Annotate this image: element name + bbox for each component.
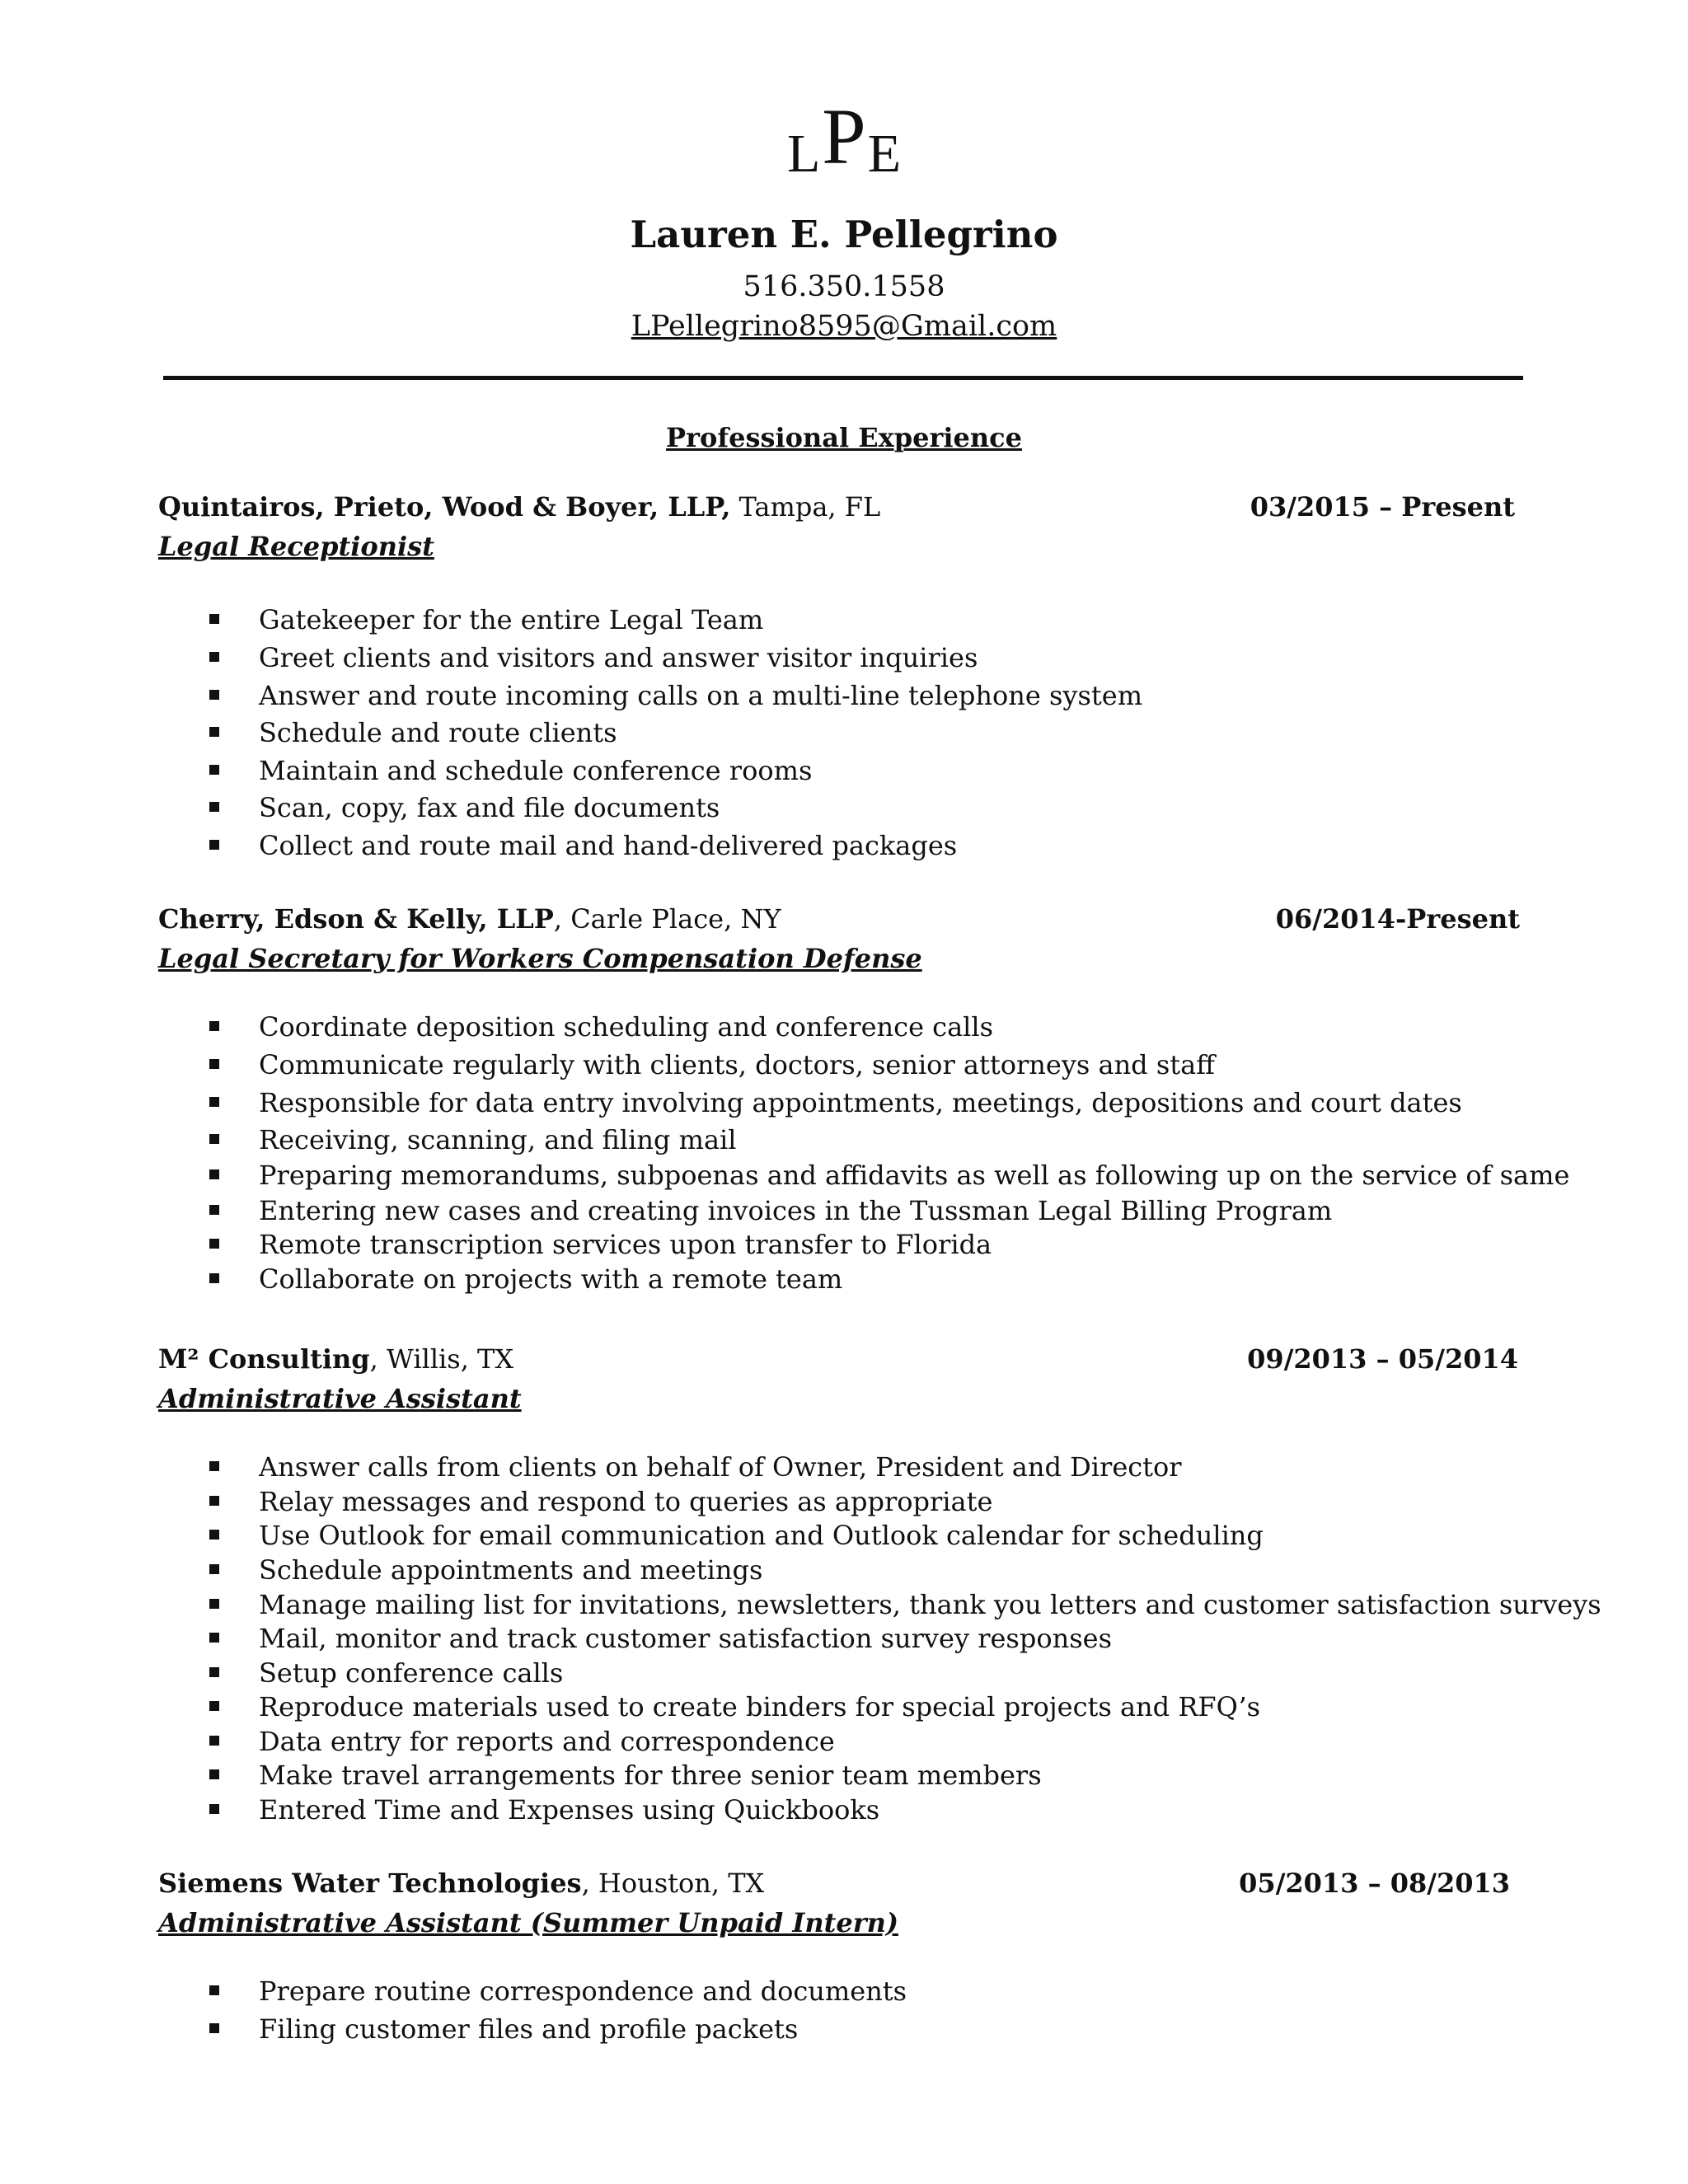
employer-name: Siemens Water Technologies	[158, 1868, 582, 1899]
job-dates: 09/2013 – 05/2014	[1247, 1343, 1518, 1375]
job-location: , Carle Place, NY	[553, 903, 781, 935]
job-header	[158, 1343, 1526, 1383]
section-title: Professional Experience	[666, 422, 1022, 453]
duty-item	[158, 1589, 1601, 1625]
duty-text: Remote transcription services upon transfer to Florida	[259, 1229, 992, 1260]
duty-text: Communicate regularly with clients, doctors, senior attorneys and staff	[259, 1049, 1215, 1080]
duty-item	[158, 1011, 1526, 1052]
bullet-icon	[209, 1239, 219, 1249]
job-entry	[158, 1343, 1601, 1831]
job-header	[158, 491, 1526, 531]
bullet-icon	[209, 652, 219, 662]
bullet-icon	[209, 1021, 219, 1031]
bullet-icon	[209, 1134, 219, 1144]
duty-item	[158, 1691, 1526, 1728]
duty-item	[158, 1263, 1526, 1301]
monogram-first-initial: L	[786, 124, 821, 184]
job-entry	[158, 903, 1570, 1301]
bullet-icon	[209, 1804, 219, 1814]
duty-text: Responsible for data entry involving appointments, meetings, depositions and court dates	[259, 1087, 1462, 1118]
header-divider	[163, 376, 1523, 380]
monogram-last-initial: E	[867, 124, 902, 184]
duty-text: Entering new cases and creating invoices in the Tussman Legal Billing Program	[259, 1195, 1333, 1226]
bullet-icon	[209, 614, 219, 624]
bullet-icon	[209, 1273, 219, 1283]
duty-text: Schedule and route clients	[259, 717, 617, 748]
duty-item	[158, 2013, 1526, 2054]
job-location: Tampa, FL	[730, 491, 881, 523]
duty-item	[158, 719, 1526, 757]
bullet-icon	[209, 1496, 219, 1506]
job-dates: 03/2015 – Present	[1250, 491, 1515, 523]
duty-item	[158, 1625, 1526, 1660]
duty-item	[158, 1451, 1526, 1488]
bullet-icon	[209, 1059, 219, 1069]
duty-text: Data entry for reports and correspondence	[259, 1726, 835, 1757]
email-link[interactable]: LPellegrino8595@Gmail.com	[631, 310, 1057, 343]
duty-text: Scan, copy, fax and file documents	[259, 792, 720, 823]
duty-text: Prepare routine correspondence and documents	[259, 1975, 907, 2007]
duty-text: Maintain and schedule conference rooms	[259, 755, 813, 786]
duty-item	[158, 1488, 1526, 1522]
bullet-icon	[209, 765, 219, 775]
duty-item	[158, 1975, 1526, 2016]
duty-text: Schedule appointments and meetings	[259, 1554, 763, 1586]
bullet-icon	[209, 840, 219, 850]
bullet-icon	[209, 1530, 219, 1540]
bullet-icon	[209, 1667, 219, 1677]
duty-item	[158, 1087, 1526, 1127]
duty-text: Filing customer files and profile packets	[259, 2013, 799, 2045]
job-title: Administrative Assistant	[158, 1383, 522, 1414]
bullet-icon	[209, 727, 219, 737]
duty-text: Preparing memorandums, subpoenas and affidavits as well as following up on the service of same	[259, 1160, 1570, 1191]
duty-text: Reproduce materials used to create binders for special projects and RFQ’s	[259, 1691, 1261, 1722]
job-title: Legal Secretary for Workers Compensation Defense	[158, 943, 922, 974]
bullet-icon	[209, 1769, 219, 1779]
duty-list	[158, 1451, 1601, 1831]
job-title: Administrative Assistant (Summer Unpaid Intern)	[158, 1907, 898, 1938]
bullet-icon	[209, 1169, 219, 1179]
duty-text: Setup conference calls	[259, 1657, 564, 1689]
monogram-middle-initial: P	[822, 92, 866, 180]
bullet-icon	[209, 690, 219, 700]
employer-name: M² Consulting	[158, 1343, 370, 1375]
bullet-icon	[209, 1599, 219, 1609]
duty-item	[158, 1762, 1526, 1797]
duty-item	[158, 1554, 1526, 1591]
duty-item	[158, 1160, 1570, 1197]
duty-item	[158, 1197, 1526, 1231]
duty-item	[158, 1794, 1526, 1831]
duty-text: Answer and route incoming calls on a multi-line telephone system	[259, 680, 1143, 711]
job-dates: 05/2013 – 08/2013	[1239, 1868, 1510, 1899]
duty-text: Gatekeeper for the entire Legal Team	[259, 604, 764, 635]
duty-text: Entered Time and Expenses using Quickbooks	[259, 1794, 880, 1825]
job-entry	[158, 1868, 1526, 2054]
bullet-icon	[209, 1205, 219, 1215]
phone-number: 516.350.1558	[743, 270, 945, 303]
bullet-icon	[209, 1097, 219, 1107]
duty-text: Manage mailing list for invitations, newsletters, thank you letters and customer satisfaction surveys	[259, 1589, 1601, 1620]
bullet-icon	[209, 1985, 219, 1995]
duty-text: Answer calls from clients on behalf of Owner, President and Director	[259, 1451, 1182, 1483]
duty-list	[158, 604, 1526, 870]
duty-text: Use Outlook for email communication and Outlook calendar for scheduling	[259, 1520, 1264, 1551]
employer-name: Quintairos, Prieto, Wood & Boyer, LLP,	[158, 491, 731, 523]
job-location: , Willis, TX	[369, 1343, 514, 1375]
candidate-name: Lauren E. Pellegrino	[630, 213, 1058, 256]
job-header	[158, 903, 1526, 943]
duty-list	[158, 1011, 1570, 1301]
job-entry	[158, 491, 1526, 870]
bullet-icon	[209, 1701, 219, 1711]
duty-text: Greet clients and visitors and answer visitor inquiries	[259, 642, 978, 673]
monogram-logo	[0, 92, 1688, 185]
duty-item	[158, 644, 1526, 682]
duty-text: Make travel arrangements for three senior team members	[259, 1760, 1042, 1791]
employer-name: Cherry, Edson & Kelly, LLP	[158, 903, 554, 935]
duty-item	[158, 1231, 1526, 1266]
duty-item	[158, 604, 1526, 644]
duty-item	[158, 1522, 1526, 1557]
bullet-icon	[209, 1736, 219, 1746]
duty-text: Receiving, scanning, and filing mail	[259, 1124, 737, 1155]
job-title: Legal Receptionist	[158, 531, 434, 562]
bullet-icon	[209, 1633, 219, 1643]
duty-item	[158, 832, 1526, 870]
duty-item	[158, 794, 1526, 832]
duty-item	[158, 1124, 1526, 1162]
duty-item	[158, 1657, 1526, 1694]
duty-text: Coordinate deposition scheduling and conference calls	[259, 1011, 994, 1043]
duty-item	[158, 1049, 1526, 1090]
bullet-icon	[209, 2023, 219, 2033]
job-dates: 06/2014-Present	[1275, 903, 1520, 935]
duty-text: Collect and route mail and hand-delivered packages	[259, 830, 958, 861]
duty-text: Mail, monitor and track customer satisfaction survey responses	[259, 1623, 1112, 1654]
duty-text: Collaborate on projects with a remote team	[259, 1263, 843, 1295]
duty-list	[158, 1975, 1526, 2054]
job-location: , Houston, TX	[581, 1868, 765, 1899]
duty-item	[158, 1728, 1526, 1762]
duty-item	[158, 757, 1526, 794]
bullet-icon	[209, 802, 219, 812]
duty-text: Relay messages and respond to queries as appropriate	[259, 1486, 993, 1517]
bullet-icon	[209, 1461, 219, 1471]
job-header	[158, 1868, 1526, 1907]
bullet-icon	[209, 1564, 219, 1574]
duty-item	[158, 682, 1526, 719]
